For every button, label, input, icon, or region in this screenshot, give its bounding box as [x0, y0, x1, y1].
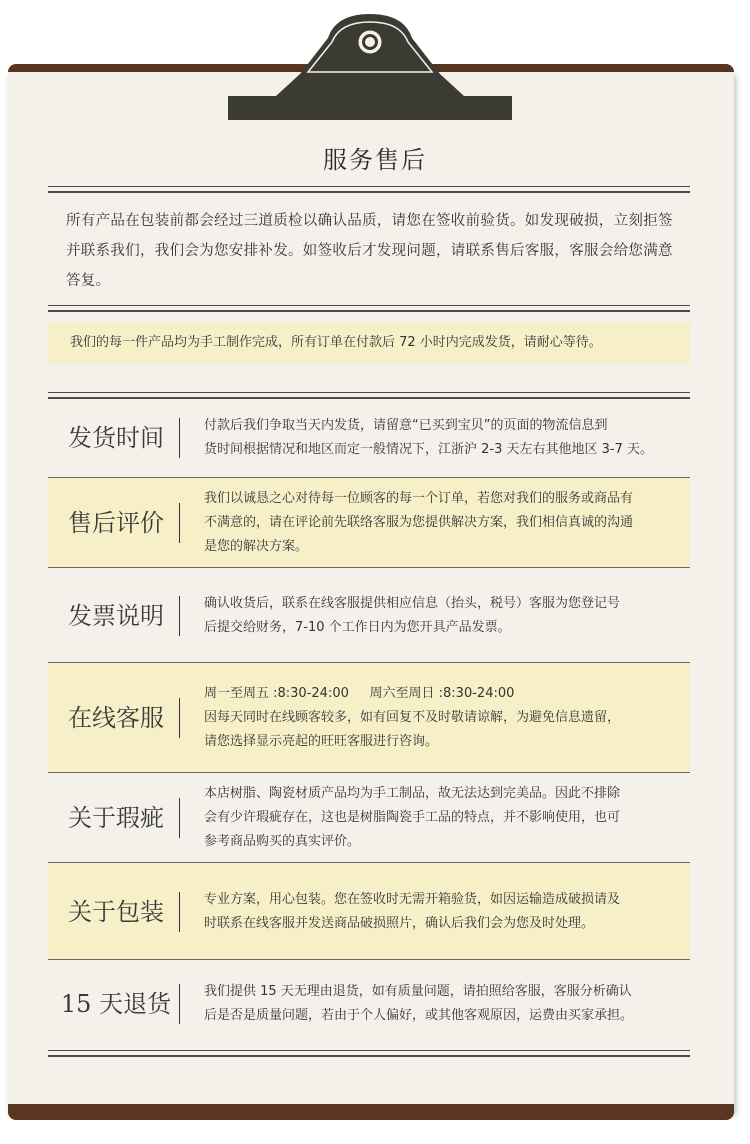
section-label: 关于瑕疵	[68, 804, 164, 832]
section-line: 因每天同时在线顾客较多，如有回复不及时敬请谅解，为避免信息遗留，	[204, 710, 621, 725]
section-separator	[179, 503, 180, 543]
section-label: 关于包装	[68, 897, 164, 926]
divider	[48, 305, 690, 312]
service-section	[48, 478, 690, 568]
section-separator	[179, 698, 180, 738]
section-line: 是您的解决方案。	[204, 539, 309, 554]
section-label: 发票说明	[68, 601, 164, 630]
service-section	[48, 398, 690, 478]
section-body	[204, 980, 680, 1028]
section-line: 付款后我们争取当天内发货，请留意“已买到宝贝”的页面的物流信息到	[204, 418, 608, 433]
section-line: 周一至周五 :8:30-24:00 周六至周日 :8:30-24:00	[204, 686, 515, 701]
service-section	[48, 863, 690, 960]
section-body	[204, 414, 680, 462]
service-section	[48, 568, 690, 663]
section-line: 请您选择显示亮起的旺旺客服进行咨询。	[204, 734, 439, 749]
section-line: 确认收货后，联系在线客服提供相应信息（抬头，税号）客服为您登记号	[204, 595, 621, 611]
section-body	[204, 888, 680, 936]
section-line: 我们以诚恳之心对待每一位顾客的每一个订单，若您对我们的服务或商品有	[204, 491, 634, 506]
section-line: 时联系在线客服并发送商品破损照片，确认后我们会为您及时处理。	[204, 915, 595, 931]
clipboard-bottom-edge	[8, 1104, 734, 1120]
section-separator	[179, 892, 180, 932]
section-line: 不满意的，请在评论前先联络客服为您提供解决方案，我们相信真诚的沟通	[204, 515, 634, 530]
divider	[48, 186, 690, 193]
section-line: 专业方案，用心包装。您在签收时无需开箱验货，如因运输造成破损请及	[204, 891, 621, 907]
section-separator	[179, 798, 180, 838]
section-label: 售后评价	[68, 509, 164, 537]
section-body	[204, 682, 680, 754]
section-separator	[179, 596, 180, 636]
section-body	[204, 592, 680, 640]
service-section	[48, 960, 690, 1048]
section-line: 我们提供 15 天无理由退货，如有质量问题，请拍照给客服，客服分析确认	[204, 984, 632, 999]
section-label: 发货时间	[68, 424, 164, 452]
service-section	[48, 773, 690, 863]
section-line: 会有少许瑕疵存在，这也是树脂陶瓷手工品的特点，并不影响使用，也可	[204, 810, 621, 825]
page-title: 服务售后	[323, 146, 427, 174]
section-line: 后提交给财务，7-10 个工作日内为您开具产品发票。	[204, 619, 511, 635]
notice-banner: 我们的每一件产品均为手工制作完成，所有订单在付款后 72 小时内完成发货，请耐心等待。	[48, 322, 690, 364]
section-body	[204, 487, 680, 559]
section-line: 参考商品购买的真实评价。	[204, 834, 361, 849]
section-separator	[179, 984, 180, 1024]
section-label: 15 天退货	[60, 990, 172, 1018]
intro-text: 所有产品在包装前都会经过三道质检以确认品质，请您在签收前验货。如发现破损，立刻拒签并联系我们，我们会为您安排补发。如签收后才发现问题，请联系售后客服，客服会给您满意答复。	[66, 213, 673, 289]
section-line: 后是否是质量问题，若由于个人偏好，或其他客观原因，运费由买家承担。	[204, 1008, 634, 1023]
section-line: 货时间根据情况和地区而定一般情况下，江浙沪 2-3 天左右其他地区 3-7 天。	[204, 442, 653, 457]
section-body	[204, 782, 680, 854]
clipboard-clip-icon	[228, 8, 512, 120]
divider	[48, 1050, 690, 1057]
section-separator	[179, 418, 180, 458]
section-label: 在线客服	[68, 704, 164, 732]
section-line: 本店树脂、陶瓷材质产品均为手工制品，故无法达到完美品。因此不排除	[204, 786, 621, 801]
service-section	[48, 663, 690, 773]
